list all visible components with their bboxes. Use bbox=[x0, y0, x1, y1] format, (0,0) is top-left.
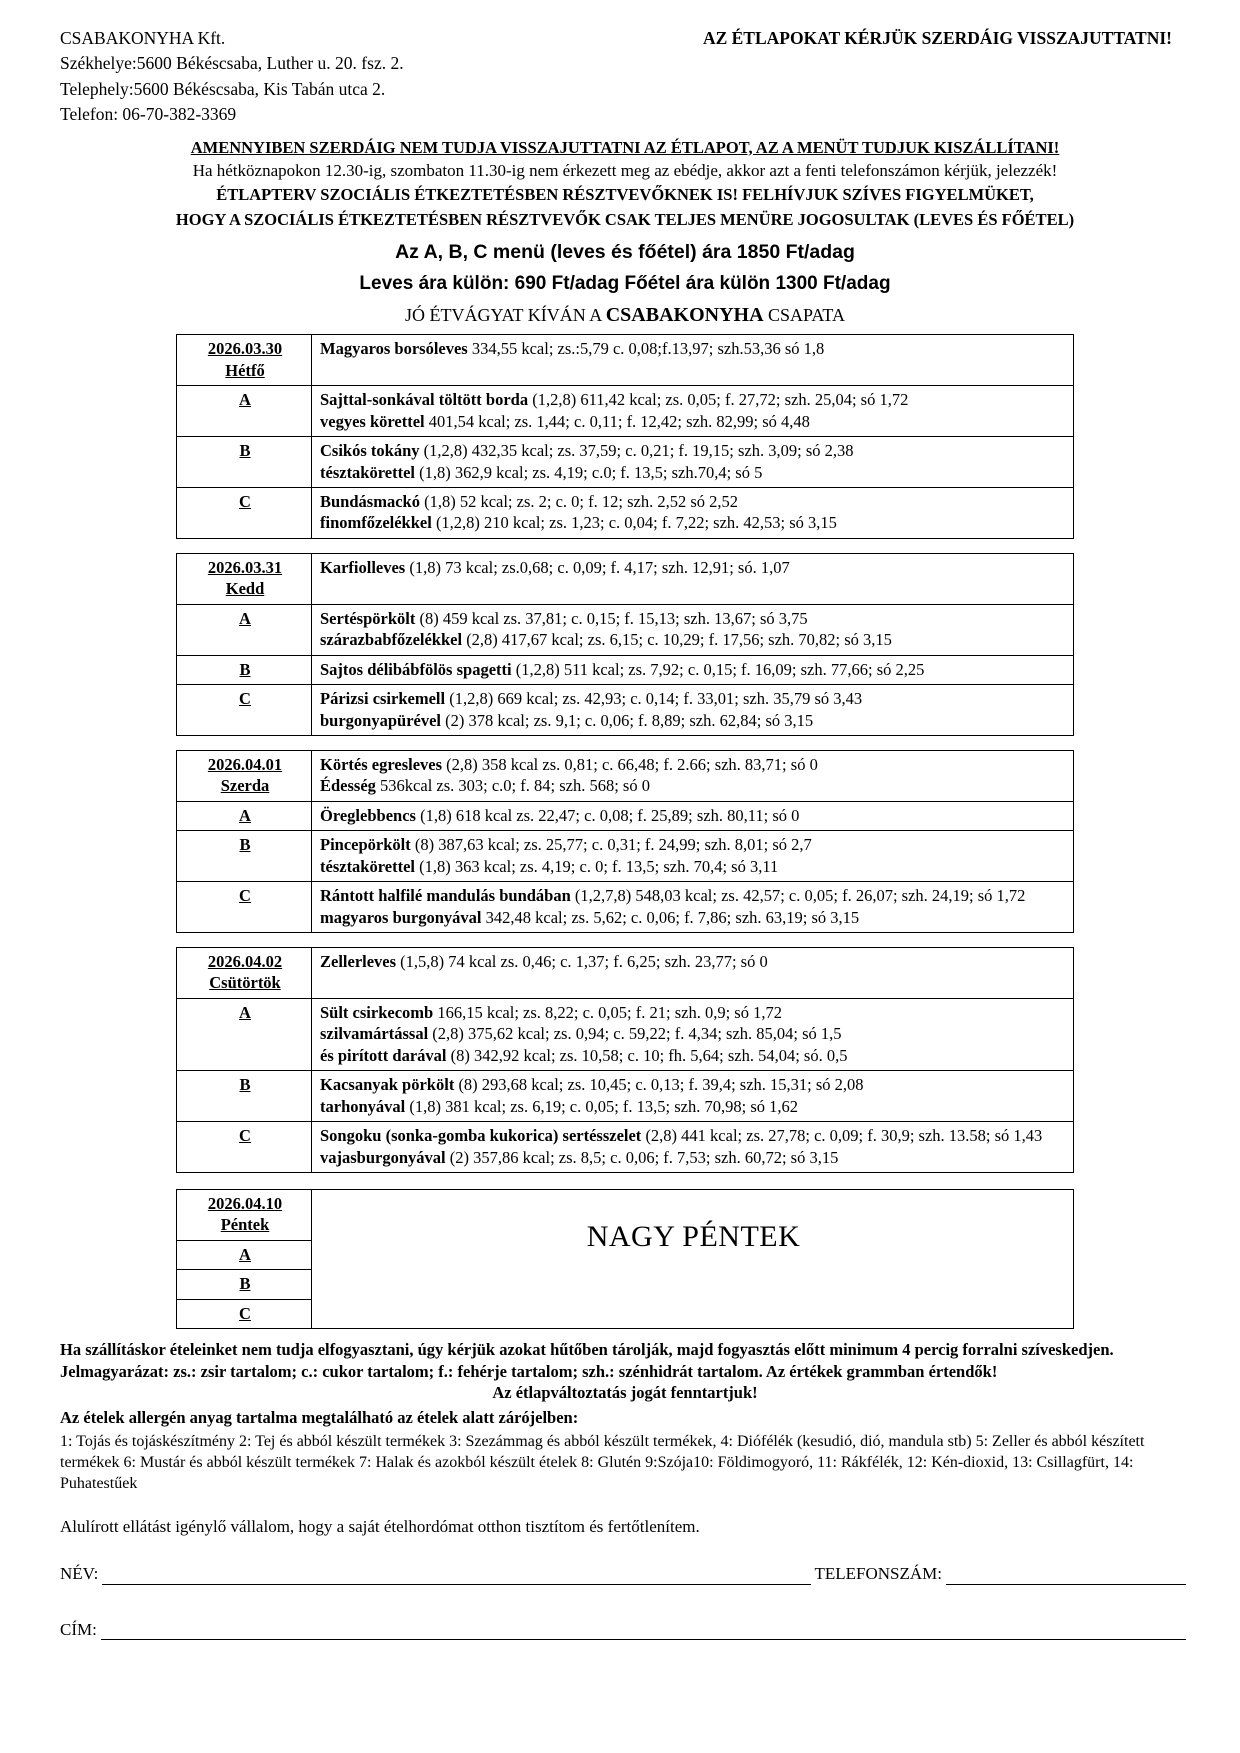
menu-b-dish bbox=[312, 437, 1074, 488]
dish-line bbox=[320, 608, 1067, 629]
dish-name: Öreglebbencs bbox=[320, 805, 416, 825]
menu-letter-c: C bbox=[177, 488, 312, 539]
table-row bbox=[177, 831, 1074, 882]
menu-c-dish bbox=[312, 1122, 1074, 1173]
table-row bbox=[177, 998, 1074, 1070]
dish-line bbox=[320, 907, 1067, 928]
dish-nutrition: (2,8) 375,62 kcal; zs. 0,94; c. 59,22; f. 4,34; szh. 85,04; só 1,5 bbox=[428, 1024, 842, 1044]
dish-line bbox=[320, 885, 1067, 906]
dish-name: Sült csirkecomb bbox=[320, 1002, 434, 1022]
dish-nutrition: (2) 357,86 kcal; zs. 8,5; c. 0,06; f. 7,53; szh. 60,72; só 3,15 bbox=[445, 1147, 839, 1167]
dish-name: Sertéspörkölt bbox=[320, 608, 416, 628]
nutrition-legend: Jelmagyarázat: zs.: zsir tartalom; c.: cukor tartalom; f.: fehérje tartalom; szh.: szénhidrát tartalom. Az értékek grammban értendők! bbox=[60, 1361, 998, 1381]
dish-line bbox=[320, 512, 1067, 533]
day-date: 2026.04.02 bbox=[207, 952, 283, 971]
company-seat: Székhelye:5600 Békéscsaba, Luther u. 20. fsz. 2. bbox=[60, 53, 404, 74]
day-header-cell bbox=[177, 750, 312, 801]
menu-b-dish bbox=[312, 1071, 1074, 1122]
dish-name: magyaros burgonyával bbox=[320, 907, 482, 927]
dish-line bbox=[320, 688, 1067, 709]
dish-name: finomfőzelékkel bbox=[320, 513, 432, 533]
menu-a-dish bbox=[312, 998, 1074, 1070]
greeting-prefix: JÓ ÉTVÁGYAT KÍVÁN A bbox=[405, 305, 606, 326]
day-table-tuesday bbox=[176, 553, 1074, 736]
dish-name: Sajtos délibábfölös spagetti bbox=[320, 659, 512, 679]
dish-nutrition: (2,8) 417,67 kcal; zs. 6,15; c. 10,29; f. 17,56; szh. 70,82; só 3,15 bbox=[462, 630, 892, 650]
dish-name: szárazbabfőzelékkel bbox=[320, 630, 463, 650]
day-table-monday bbox=[176, 334, 1074, 539]
day-header-cell bbox=[177, 553, 312, 604]
table-row bbox=[177, 948, 1074, 999]
menu-letter-a: A bbox=[177, 604, 312, 655]
dish-nutrition: (1,8) 52 kcal; zs. 2; c. 0; f. 12; szh. 2,52 só 2,52 bbox=[419, 492, 738, 511]
menu-c-dish bbox=[312, 685, 1074, 736]
soup-cell bbox=[312, 553, 1074, 604]
table-row bbox=[177, 801, 1074, 830]
dish-line bbox=[320, 754, 1067, 775]
name-label: NÉV: bbox=[60, 1564, 99, 1584]
dish-nutrition: (1,2,7,8) 548,03 kcal; zs. 42,57; c. 0,05; f. 26,07; szh. 24,19; só 1,72 bbox=[570, 886, 1026, 906]
soup-nutrition: (1,5,8) 74 kcal zs. 0,46; c. 1,37; f. 6,25; szh. 23,77; só 0 bbox=[396, 952, 768, 971]
dish-nutrition: (8) 387,63 kcal; zs. 25,77; c. 0,31; f. 24,99; szh. 8,01; só 2,7 bbox=[410, 835, 812, 855]
day-date: 2026.03.31 bbox=[207, 557, 283, 577]
menu-a-dish bbox=[312, 801, 1074, 830]
table-row bbox=[177, 750, 1074, 801]
greeting-suffix: CSAPATA bbox=[763, 305, 845, 326]
greeting-line bbox=[60, 303, 1190, 328]
menu-c-dish bbox=[312, 882, 1074, 933]
dish-nutrition: (1,8) 618 kcal zs. 22,47; c. 0,08; f. 25,89; szh. 80,11; só 0 bbox=[415, 805, 800, 825]
dish-nutrition: (1,2,8) 511 kcal; zs. 7,92; c. 0,15; f. 16,09; szh. 77,66; só 2,25 bbox=[511, 659, 925, 679]
dish-nutrition: 342,48 kcal; zs. 5,62; c. 0,06; f. 7,86; szh. 63,19; só 3,15 bbox=[481, 907, 860, 927]
reheat-instructions: Ha szállításkor ételeinket nem tudja elfogyasztani, úgy kérjük azokat hűtőben tárolják, majd fogyasztás előtt minimum 4 percig forralni szíveskedjen. bbox=[60, 1340, 1114, 1360]
menu-letter-b: B bbox=[177, 831, 312, 882]
dish-nutrition: (1,8) 363 kcal; zs. 4,19; c. 0; f. 13,5; szh. 70,4; só 3,11 bbox=[414, 856, 779, 876]
dish-line bbox=[320, 389, 1067, 410]
dish-line bbox=[320, 411, 1067, 432]
menu-letter-b: B bbox=[177, 437, 312, 488]
menu-c-dish bbox=[312, 488, 1074, 539]
company-info bbox=[60, 26, 404, 128]
day-header-cell bbox=[177, 948, 312, 999]
dish-name: Csikós tokány bbox=[320, 441, 420, 461]
company-name: CSABAKONYHA Kft. bbox=[60, 28, 226, 48]
dish-name: Bundásmackó bbox=[320, 492, 420, 511]
soup-cell bbox=[312, 948, 1074, 999]
dish-name: szilvamártással bbox=[320, 1024, 429, 1044]
dish-line bbox=[320, 1096, 1067, 1117]
notice-delivery-time: Ha hétköznapokon 12.30-ig, szombaton 11.30-ig nem érkezett meg az ebédje, akkor azt a fenti telefonszámon kérjük, jelezzék! bbox=[192, 161, 1058, 181]
menu-letter-c: C bbox=[177, 882, 312, 933]
name-phone-form-row bbox=[60, 1563, 1190, 1584]
day-name: Kedd bbox=[225, 579, 265, 599]
soup-name: Körtés egresleves bbox=[320, 754, 443, 774]
dish-line bbox=[320, 834, 1067, 855]
dish-nutrition: 166,15 kcal; zs. 8,22; c. 0,05; f. 21; szh. 0,9; só 1,72 bbox=[433, 1002, 782, 1022]
dish-name: Párizsi csirkemell bbox=[320, 689, 446, 709]
table-row bbox=[177, 386, 1074, 437]
table-row bbox=[177, 1071, 1074, 1122]
menu-letter-b: B bbox=[177, 655, 312, 684]
menu-letter-c: C bbox=[177, 685, 312, 736]
dish-name: vegyes körettel bbox=[320, 411, 425, 431]
dish-line bbox=[320, 1074, 1067, 1095]
holiday-label: NAGY PÉNTEK bbox=[586, 1219, 801, 1253]
phone-label: TELEFONSZÁM: bbox=[814, 1564, 942, 1584]
dish-line bbox=[320, 1045, 1067, 1066]
dish-line bbox=[320, 1002, 1067, 1023]
soup-nutrition: (2,8) 358 kcal zs. 0,81; c. 66,48; f. 2.66; szh. 83,71; só 0 bbox=[442, 754, 818, 774]
dish-name: tésztakörettel bbox=[320, 462, 415, 482]
table-row bbox=[177, 437, 1074, 488]
notice-social-catering-1: ÉTLAPTERV SZOCIÁLIS ÉTKEZTETÉSBEN RÉSZTVEVŐKNEK IS! FELHÍVJUK SZÍVES FIGYELMÜKET, bbox=[216, 185, 1034, 205]
soup-cell bbox=[312, 750, 1074, 801]
dish-nutrition: (1,8) 381 kcal; zs. 6,19; c. 0,05; f. 13,5; szh. 70,98; só 1,62 bbox=[405, 1096, 799, 1116]
declaration-text: Alulírott ellátást igénylő vállalom, hogy a saját ételhordómat otthon tisztítom és fertőtlenítem. bbox=[60, 1517, 700, 1537]
table-row bbox=[177, 685, 1074, 736]
table-row bbox=[177, 1122, 1074, 1173]
address-form-row bbox=[60, 1619, 1190, 1640]
greeting-brand: CSABAKONYHA bbox=[605, 304, 764, 327]
table-row bbox=[177, 553, 1074, 604]
menu-b-dish bbox=[312, 831, 1074, 882]
menu-letter-b: B bbox=[177, 1071, 312, 1122]
holiday-cell bbox=[312, 1189, 1074, 1328]
day-name: Szerda bbox=[220, 776, 270, 796]
day-name: Hétfő bbox=[225, 360, 265, 380]
day-name: Péntek bbox=[220, 1215, 270, 1235]
dish-nutrition: (1,2,8) 210 kcal; zs. 1,23; c. 0,04; f. 7,22; szh. 42,53; só 3,15 bbox=[431, 513, 837, 533]
table-row bbox=[177, 604, 1074, 655]
dish-nutrition: (8) 342,92 kcal; zs. 10,58; c. 10; fh. 5,64; szh. 54,04; só. 0,5 bbox=[446, 1045, 848, 1065]
table-row bbox=[177, 1189, 1074, 1240]
dish-nutrition: 401,54 kcal; zs. 1,44; c. 0,11; f. 12,42; szh. 82,99; só 4,48 bbox=[424, 411, 810, 431]
price-full-menu: Az A, B, C menü (leves és főétel) ára 1850 Ft/adag bbox=[395, 241, 855, 264]
dish-line bbox=[320, 1023, 1067, 1044]
dessert-name: Édesség bbox=[320, 776, 376, 796]
allergen-list: 1: Tojás és tojáskészítmény 2: Tej és abból készült termékek 3: Szezámmag és abból készült termékek, 4: Diófélék (kesudió, dió, mandula stb) 5: Zeller és abból készített termékek 6: Mustár és abból készült termékek 7: Halak és azokból készült ételek 8: Glutén 9:Szója10: Földimogyoró, 11: Rákfélék, 12: Kén-dioxid, 13: Csillagfürt, 14: Puhatestűek bbox=[60, 1432, 1145, 1493]
dessert-nutrition: 536kcal zs. 303; c.0; f. 84; szh. 568; só 0 bbox=[375, 776, 650, 796]
menu-letter-a: A bbox=[177, 801, 312, 830]
menu-b-dish bbox=[312, 655, 1074, 684]
soup-name: Zellerleves bbox=[320, 952, 397, 971]
dish-line bbox=[320, 491, 1067, 512]
dish-line bbox=[320, 856, 1067, 877]
day-table-good-friday bbox=[176, 1189, 1074, 1329]
dish-nutrition: (1,2,8) 611,42 kcal; zs. 0,05; f. 27,72; szh. 25,04; só 1,72 bbox=[528, 390, 909, 410]
name-input[interactable] bbox=[102, 1569, 810, 1585]
return-notice: AZ ÉTLAPOKAT KÉRJÜK SZERDÁIG VISSZAJUTTATNI! bbox=[702, 28, 1172, 48]
table-row bbox=[177, 488, 1074, 539]
menu-letter-b: B bbox=[177, 1270, 312, 1299]
price-separate: Leves ára külön: 690 Ft/adag Főétel ára külön 1300 Ft/adag bbox=[359, 272, 891, 294]
dish-name: Rántott halfilé mandulás bundában bbox=[320, 886, 571, 906]
dish-line bbox=[320, 710, 1067, 731]
soup-cell bbox=[312, 335, 1074, 386]
day-table-wednesday bbox=[176, 750, 1074, 933]
day-date: 2026.04.10 bbox=[207, 1193, 283, 1213]
dish-line bbox=[320, 1147, 1067, 1168]
soup-name: Karfiolleves bbox=[320, 557, 406, 577]
day-header-cell bbox=[177, 335, 312, 386]
dish-line bbox=[320, 775, 1067, 796]
company-site: Telephely:5600 Békéscsaba, Kis Tabán utca 2. bbox=[60, 78, 386, 99]
dish-name: vajasburgonyával bbox=[320, 1147, 446, 1167]
dish-line bbox=[320, 1125, 1067, 1146]
dish-nutrition: (1,8) 362,9 kcal; zs. 4,19; c.0; f. 13,5; szh.70,4; só 5 bbox=[414, 462, 763, 482]
menu-letter-a: A bbox=[177, 998, 312, 1070]
dish-name: tarhonyával bbox=[320, 1096, 406, 1116]
dish-name: Songoku (sonka-gomba kukorica) sertésszelet bbox=[320, 1126, 642, 1146]
day-name: Csütörtök bbox=[209, 973, 281, 993]
dish-nutrition: (1,2,8) 432,35 kcal; zs. 37,59; c. 0,21; f. 19,15; szh. 3,09; só 2,38 bbox=[419, 441, 854, 461]
day-date: 2026.04.01 bbox=[207, 754, 283, 774]
footer-notes bbox=[60, 1339, 1190, 1494]
menu-a-dish bbox=[312, 386, 1074, 437]
dish-nutrition: (8) 459 kcal zs. 37,81; c. 0,15; f. 15,13; szh. 13,67; só 3,75 bbox=[415, 608, 808, 628]
dish-line bbox=[320, 629, 1067, 650]
dish-line bbox=[320, 805, 1067, 826]
dish-nutrition: (2,8) 441 kcal; zs. 27,78; c. 0,09; f. 30,9; szh. 13.58; só 1,43 bbox=[641, 1126, 1043, 1146]
allergen-title: Az ételek allergén anyag tartalma megtalálható az ételek alatt zárójelben: bbox=[60, 1408, 579, 1428]
soup-nutrition: 334,55 kcal; zs.:5,79 c. 0,08;f.13,97; szh.53,36 só 1,8 bbox=[467, 339, 825, 359]
document-header bbox=[60, 26, 1190, 128]
dish-line bbox=[320, 462, 1067, 483]
menu-letter-c: C bbox=[177, 1122, 312, 1173]
dish-name: tésztakörettel bbox=[320, 856, 415, 876]
day-table-thursday bbox=[176, 947, 1074, 1173]
address-label: CÍM: bbox=[60, 1619, 97, 1639]
dish-name: Pincepörkölt bbox=[320, 835, 411, 855]
menu-change-rights: Az étlapváltoztatás jogát fenntartjuk! bbox=[492, 1383, 758, 1402]
company-phone: Telefon: 06-70-382-3369 bbox=[60, 104, 237, 125]
phone-input[interactable] bbox=[946, 1569, 1186, 1585]
dish-nutrition: (1,2,8) 669 kcal; zs. 42,93; c. 0,14; f. 33,01; szh. 35,79 só 3,43 bbox=[445, 689, 863, 709]
notice-return-deadline: AMENNYIBEN SZERDÁIG NEM TUDJA VISSZAJUTTATNI AZ ÉTLAPOT, AZ A MENÜT TUDJUK KISZÁLLÍTANI! bbox=[190, 137, 1060, 157]
dish-line bbox=[320, 440, 1067, 461]
day-date: 2026.03.30 bbox=[207, 339, 283, 359]
soup-nutrition: (1,8) 73 kcal; zs.0,68; c. 0,09; f. 4,17; szh. 12,91; só. 1,07 bbox=[405, 557, 790, 577]
dish-nutrition: (8) 293,68 kcal; zs. 10,45; c. 0,13; f. 39,4; szh. 15,31; só 2,08 bbox=[454, 1075, 864, 1095]
menu-a-dish bbox=[312, 604, 1074, 655]
menu-letter-a: A bbox=[177, 386, 312, 437]
soup-name: Magyaros borsóleves bbox=[320, 339, 468, 359]
table-row bbox=[177, 882, 1074, 933]
dish-nutrition: (2) 378 kcal; zs. 9,1; c. 0,06; f. 8,89; szh. 62,84; só 3,15 bbox=[441, 710, 814, 730]
dish-name: és pirított darával bbox=[320, 1045, 447, 1065]
menu-letter-a: A bbox=[177, 1240, 312, 1269]
address-input[interactable] bbox=[101, 1624, 1186, 1640]
dish-name: burgonyapürével bbox=[320, 710, 442, 730]
notice-social-catering-2: HOGY A SZOCIÁLIS ÉTKEZTETÉSBEN RÉSZTVEVŐK CSAK TELJES MENÜRE JOGOSULTAK (LEVES ÉS FŐÉTEL) bbox=[175, 209, 1075, 229]
dish-line bbox=[320, 659, 1067, 680]
dish-name: Sajttal-sonkával töltött borda bbox=[320, 390, 529, 410]
dish-name: Kacsanyak pörkölt bbox=[320, 1075, 455, 1095]
table-row bbox=[177, 655, 1074, 684]
day-header-cell bbox=[177, 1189, 312, 1240]
table-row bbox=[177, 335, 1074, 386]
menu-letter-c: C bbox=[177, 1299, 312, 1328]
